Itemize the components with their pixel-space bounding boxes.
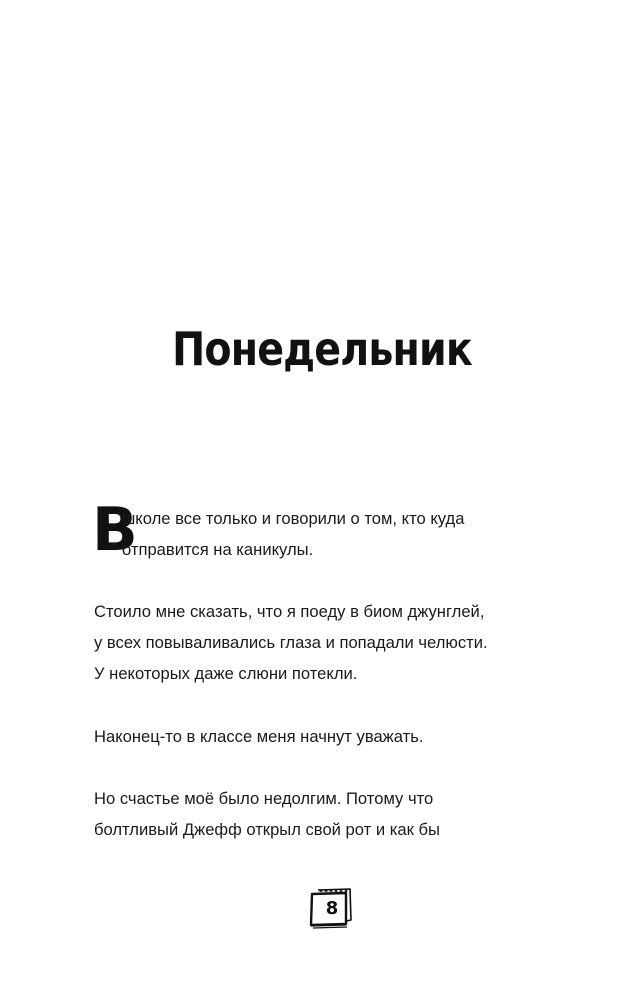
page-number-badge xyxy=(308,886,354,930)
paragraph-1-line-1: школе все только и говорили о том, кто куда xyxy=(122,509,465,528)
drop-cap: В xyxy=(92,495,138,565)
paragraph-1 xyxy=(94,503,564,565)
paragraph-4 xyxy=(94,783,564,845)
chapter-title: Понедельник xyxy=(172,322,472,376)
paragraph-2-text: Стоило мне сказать, что я поеду в биом джунглей, у всех повываливались глаза и попадали челюсти. У некоторых даже слюни потекли. xyxy=(94,602,488,683)
paragraph-3 xyxy=(94,721,564,752)
page-number: 8 xyxy=(325,898,339,919)
paragraph-2 xyxy=(94,596,564,689)
paragraph-1-line-2: отправится на каникулы. xyxy=(122,540,314,559)
paragraph-3-text: Наконец-то в классе меня начнут уважать. xyxy=(94,727,424,746)
paragraph-4-text: Но счастье моё было недолгим. Потому что болтливый Джефф открыл свой рот и как бы xyxy=(94,789,440,839)
